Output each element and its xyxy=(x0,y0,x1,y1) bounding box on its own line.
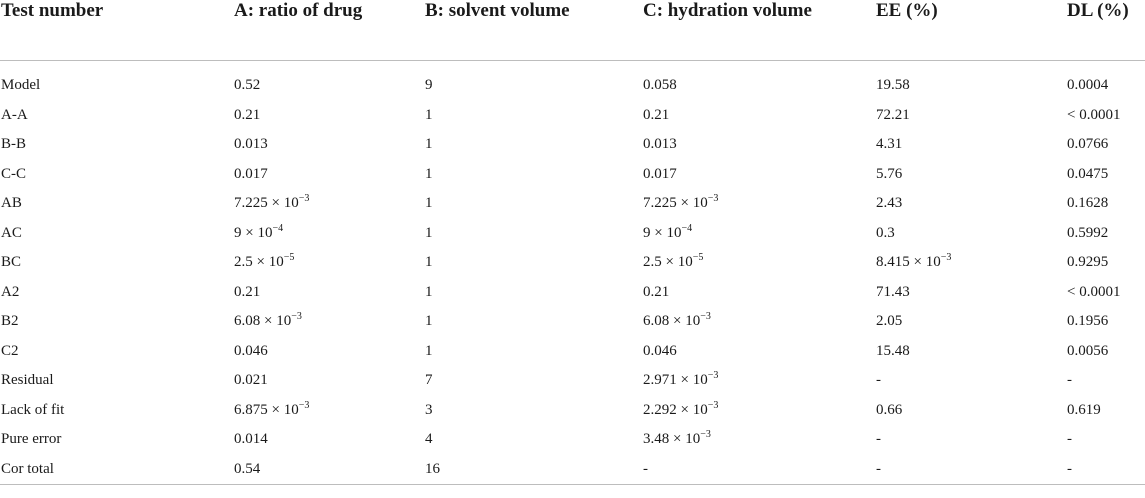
table-cell: 0.9295 xyxy=(1067,254,1109,271)
table-cell: - xyxy=(876,372,881,389)
table-cell: 0.021 xyxy=(234,372,268,389)
table-cell: 0.013 xyxy=(643,136,677,153)
table-cell: 1 xyxy=(425,224,433,241)
table-cell: 0.013 xyxy=(234,136,268,153)
table-cell: 1 xyxy=(425,313,433,330)
table-cell: 0.046 xyxy=(643,342,677,359)
table-cell: 0.619 xyxy=(1067,401,1101,418)
table-cell: 1 xyxy=(425,106,433,123)
table-row xyxy=(0,278,1145,308)
table-cell: 72.21 xyxy=(876,106,910,123)
row-label: B2 xyxy=(1,313,19,330)
table-cell: 0.1956 xyxy=(1067,313,1109,330)
table-cell: 0.058 xyxy=(643,77,677,94)
exponent: −3 xyxy=(707,193,719,205)
table-cell: 15.48 xyxy=(876,342,910,359)
table-row xyxy=(0,160,1145,190)
table-cell: 0.046 xyxy=(234,342,268,359)
row-label: AB xyxy=(1,195,22,212)
table-cell: 1 xyxy=(425,254,433,271)
table-cell: 4.31 xyxy=(876,136,903,153)
table-cell: 0.0004 xyxy=(1067,77,1109,94)
column-header: EE (%) xyxy=(875,0,1066,61)
table-cell: $6.08 \times 10^{-3}$ xyxy=(643,311,711,330)
exponent: −3 xyxy=(707,399,719,411)
table-cell: $3.48 \times 10^{-3}$ xyxy=(643,429,711,448)
table-row xyxy=(0,337,1145,367)
exponent: −3 xyxy=(707,370,719,382)
table-cell: 0.66 xyxy=(876,401,903,418)
table-cell: 1 xyxy=(425,342,433,359)
table-cell: 0.017 xyxy=(234,165,268,182)
table-cell: 19.58 xyxy=(876,77,910,94)
table-cell: $2.5 \times 10^{-5}$ xyxy=(234,252,295,271)
exponent: −3 xyxy=(298,193,310,205)
table-row xyxy=(0,189,1145,219)
exponent: −3 xyxy=(940,252,952,264)
row-label: AC xyxy=(1,224,22,241)
table-cell: 0.0766 xyxy=(1067,136,1109,153)
row-label: C2 xyxy=(1,342,19,359)
table-cell: < 0.0001 xyxy=(1067,106,1121,123)
table-row xyxy=(0,455,1145,485)
exponent: −3 xyxy=(298,399,310,411)
table-cell: $9 \times 10^{-4}$ xyxy=(234,222,284,241)
header-row xyxy=(0,0,1145,61)
table-cell: 4 xyxy=(425,431,433,448)
row-label: Lack of fit xyxy=(1,401,65,418)
table-cell: 9 xyxy=(425,77,433,94)
table-cell: - xyxy=(876,431,881,448)
table-row xyxy=(0,425,1145,455)
table-cell: 0.3 xyxy=(876,224,895,241)
table-cell: 0.5992 xyxy=(1067,224,1109,241)
table-row xyxy=(0,366,1145,396)
exponent: −4 xyxy=(681,222,693,234)
table-body xyxy=(0,61,1145,485)
table-cell: - xyxy=(1066,455,1145,485)
table-cell: $6.875 \times 10^{-3}$ xyxy=(234,399,310,418)
table-header xyxy=(0,0,1145,61)
table-cell: - xyxy=(1067,372,1072,389)
exponent: −3 xyxy=(700,429,711,441)
table-cell: 0.21 xyxy=(234,283,261,300)
row-label: BC xyxy=(1,254,22,271)
row-label: Pure error xyxy=(1,431,62,448)
column-header: DL (%) xyxy=(1066,0,1145,61)
table-cell: 0.52 xyxy=(234,77,261,94)
table-cell: - xyxy=(875,455,1066,485)
table-cell: 71.43 xyxy=(876,283,910,300)
table-cell: 16 xyxy=(424,455,642,485)
column-header: C: hydration volume xyxy=(642,0,875,61)
table-cell: < 0.0001 xyxy=(1067,283,1121,300)
table-row xyxy=(0,307,1145,337)
table-cell: 2.05 xyxy=(876,313,903,330)
row-label: B-B xyxy=(1,136,27,153)
exponent: −4 xyxy=(272,222,284,234)
table-cell: 0.21 xyxy=(643,283,670,300)
table-row xyxy=(0,61,1145,101)
table-cell: $8.415 \times 10^{-3}$ xyxy=(876,252,952,271)
table-row xyxy=(0,130,1145,160)
row-label: Cor total xyxy=(0,455,233,485)
column-header: A: ratio of drug xyxy=(233,0,424,61)
table-cell: 3 xyxy=(425,401,433,418)
table-cell: 0.21 xyxy=(643,106,670,123)
table-cell: 1 xyxy=(425,195,433,212)
table-row xyxy=(0,101,1145,131)
exponent: −3 xyxy=(700,311,711,323)
table-cell: 7 xyxy=(425,372,433,389)
table-cell: 0.017 xyxy=(643,165,677,182)
table-cell: 2.43 xyxy=(876,195,903,212)
row-label: Residual xyxy=(1,372,54,389)
row-label: Model xyxy=(1,77,41,94)
column-header: Test number xyxy=(0,0,233,61)
table-cell: $2.5 \times 10^{-5}$ xyxy=(643,252,704,271)
table-cell: $7.225 \times 10^{-3}$ xyxy=(234,193,310,212)
exponent: −3 xyxy=(291,311,302,323)
table-cell: - xyxy=(1067,431,1072,448)
table-cell: 1 xyxy=(425,283,433,300)
table-cell: $9 \times 10^{-4}$ xyxy=(643,222,693,241)
table-cell: 5.76 xyxy=(876,165,903,182)
exponent: −5 xyxy=(692,252,704,264)
table-row xyxy=(0,219,1145,249)
table-cell: 0.014 xyxy=(234,431,268,448)
table-cell: 0.0475 xyxy=(1067,165,1109,182)
table-row xyxy=(0,396,1145,426)
table-cell: 1 xyxy=(425,136,433,153)
table-cell: 0.21 xyxy=(234,106,261,123)
table-cell: $2.971 \times 10^{-3}$ xyxy=(643,370,719,389)
table-cell: 0.54 xyxy=(233,455,424,485)
table-cell: 0.0056 xyxy=(1067,342,1109,359)
row-label: A2 xyxy=(1,283,20,300)
table-cell: $6.08 \times 10^{-3}$ xyxy=(234,311,302,330)
table-cell: - xyxy=(642,455,875,485)
table-cell: 1 xyxy=(425,165,433,182)
exponent: −5 xyxy=(283,252,295,264)
row-label: C-C xyxy=(1,165,27,182)
table-cell: $2.292 \times 10^{-3}$ xyxy=(643,399,719,418)
table-cell: 0.1628 xyxy=(1067,195,1109,212)
column-header: B: solvent volume xyxy=(424,0,642,61)
table-row xyxy=(0,248,1145,278)
table-cell: $7.225 \times 10^{-3}$ xyxy=(643,193,719,212)
row-label: A-A xyxy=(1,106,28,123)
